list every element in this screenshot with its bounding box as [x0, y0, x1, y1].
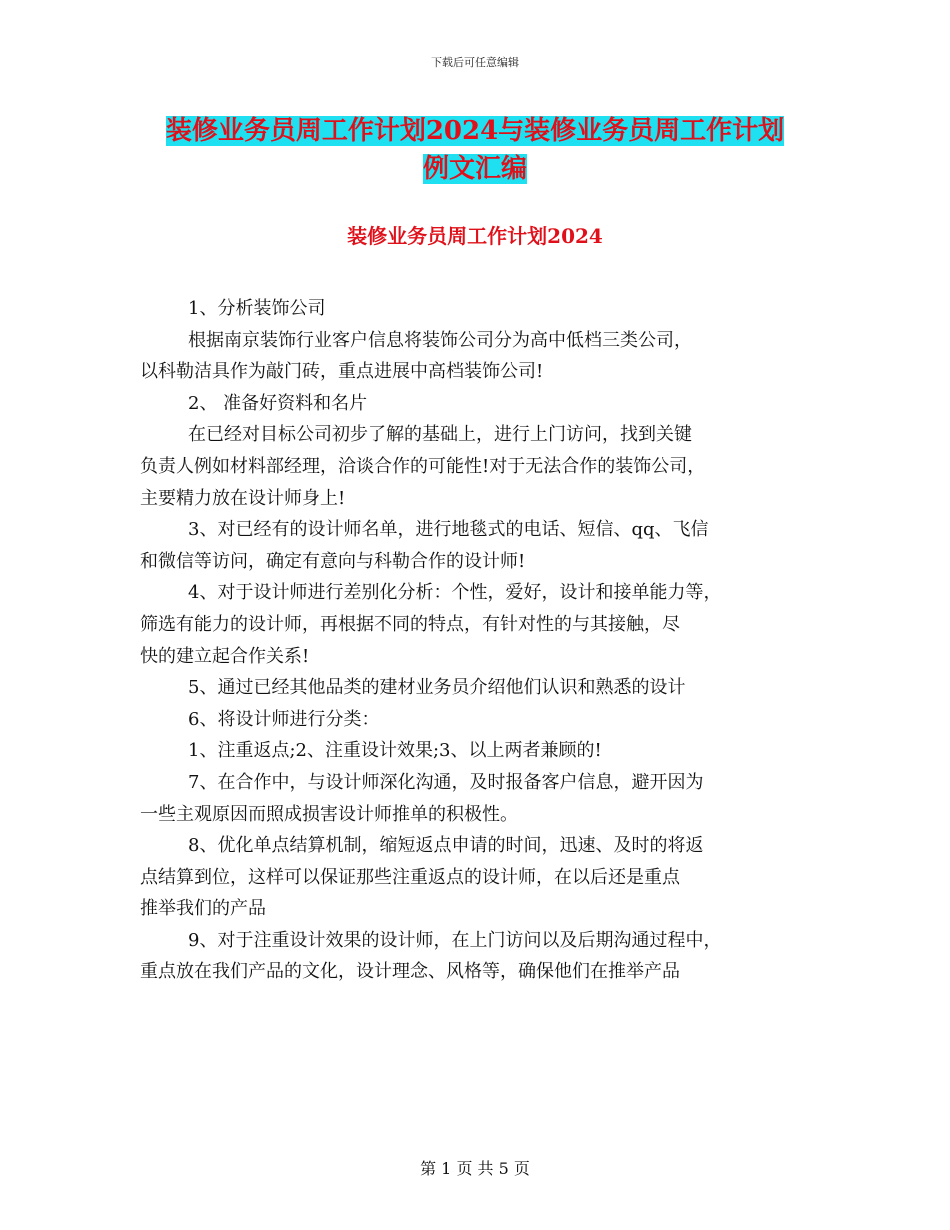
page-footer: 第 1 页 共 5 页 [420, 1159, 530, 1178]
body-line: 一些主观原因而照成损害设计师推单的积极性。 [140, 803, 518, 825]
body-line: 5、通过已经其他品类的建材业务员介绍他们认识和熟悉的设计 [188, 677, 686, 699]
body-line: 推举我们的产品 [140, 898, 266, 920]
document-title-line-2: 例文汇编 [422, 154, 527, 184]
section-title: 装修业务员周工作计划2024 [347, 224, 603, 248]
body-line: 负责人例如材料部经理，洽谈合作的可能性!对于无法合作的装饰公司， [140, 455, 706, 477]
body-line: 在已经对目标公司初步了解的基础上，进行上门访问，找到关键 [188, 424, 692, 446]
body-line: 1、注重返点;2、注重设计效果;3、以上两者兼顾的! [188, 740, 602, 762]
body-line: 点结算到位，这样可以保证那些注重返点的设计师，在以后还是重点 [140, 866, 680, 888]
body-line: 根据南京装饰行业客户信息将装饰公司分为高中低档三类公司， [188, 329, 692, 351]
body-line: 4、对于设计师进行差别化分析：个性，爱好，设计和接单能力等， [188, 582, 722, 604]
body-line: 1、分析装饰公司 [188, 298, 326, 319]
body-line: 6、将设计师进行分类： [188, 708, 380, 730]
body-line: 2、 准备好资料和名片 [188, 392, 368, 414]
body-line: 筛选有能力的设计师，再根据不同的特点，有针对性的与其接触，尽 [140, 613, 680, 635]
header-note: 下载后可任意编辑 [431, 56, 519, 69]
document-title-line-1: 装修业务员周工作计划2024与装修业务员周工作计划 [165, 116, 785, 146]
body-line: 9、对于注重设计效果的设计师，在上门访问以及后期沟通过程中， [188, 929, 722, 951]
document-body [140, 293, 840, 988]
body-line: 快的建立起合作关系! [140, 645, 310, 667]
body-line: 7、在合作中，与设计师深化沟通，及时报备客户信息，避开因为 [188, 771, 704, 793]
body-line: 3、对已经有的设计师名单，进行地毯式的电话、短信、qq、飞信 [188, 519, 709, 541]
body-line: 以科勒洁具作为敲门砖，重点进展中高档装饰公司! [140, 361, 544, 383]
body-line: 8、优化单点结算机制，缩短返点申请的时间，迅速、及时的将返 [188, 835, 704, 857]
body-line: 和微信等访问，确定有意向与科勒合作的设计师! [140, 550, 526, 572]
body-line: 重点放在我们产品的文化，设计理念、风格等，确保他们在推举产品 [140, 961, 680, 983]
body-line: 主要精力放在设计师身上! [140, 487, 346, 509]
document-title [100, 112, 850, 188]
